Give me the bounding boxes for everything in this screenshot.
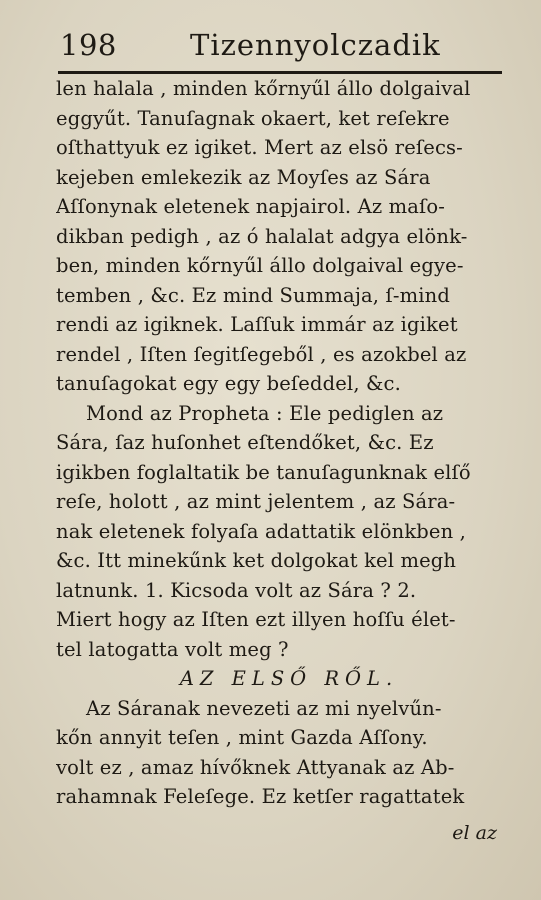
text-line: &c. Itt minekűnk ket dolgokat kel megh	[56, 549, 457, 572]
running-head: Tizennyolczadik	[190, 28, 441, 62]
page-number: 198	[60, 28, 117, 62]
text-line: Sára, ſaz huſonhet eſtendőket, &c. Ez	[56, 431, 434, 454]
text-line: rahamnak Feleſege. Ez ketſer ragattatek	[56, 785, 465, 808]
text-line: volt ez , amaz hívőknek Attyanak az Ab-	[56, 755, 455, 779]
text-line: temben , &c. Ez mind Summaja, ſ-mind	[56, 283, 450, 307]
text-line: Mond az Propheta : Ele pediglen az	[86, 401, 444, 425]
text-line: tanuſagokat egy egy beſeddel, &c.	[56, 372, 401, 395]
text-line: kőn annyit teſen , mint Gazda Aſſony.	[56, 726, 428, 749]
text-line: eggyűt. Tanuſagnak okaert, ket reſekre	[56, 106, 450, 130]
text-line: Az Sáranak nevezeti az mi nyelvűn-	[86, 696, 442, 720]
text-line: Miert hogy az Iſten ezt illyen hoſſu élet-	[56, 608, 456, 631]
body-text	[56, 74, 508, 812]
page-header	[60, 24, 510, 68]
catchword: el az	[452, 822, 497, 844]
text-line: tel latogatta volt meg ?	[56, 637, 289, 661]
text-line: rendi az igiknek. Laſſuk immár az igiket	[56, 313, 458, 336]
text-line: reſe, holott , az mint jelentem , az Sára-	[56, 490, 456, 513]
text-line: oſthattyuk ez igiket. Mert az elsö reſecs-	[56, 136, 463, 159]
text-line: kejeben emlekezik az Moyſes az Sára	[56, 165, 431, 189]
text-line: Aſſonynak eletenek napjairol. Az maſo-	[56, 195, 446, 218]
text-line: dikban pedigh , az ó halalat adgya elönk-	[56, 224, 468, 248]
section-heading: AZ ELSŐ RŐL.	[179, 667, 399, 690]
text-line: nak eletenek folyaſa adattatik elönkben ,	[56, 519, 467, 543]
text-line: len halala , minden kőrnyűl állo dolgaival	[56, 77, 471, 100]
text-line: igikben foglaltatik be tanuſagunknak elſő	[56, 460, 471, 484]
text-line: rendel , Iſten ſegitſegeből , es azokbel az	[56, 342, 467, 366]
text-line: latnunk. 1. Kicsoda volt az Sára ? 2.	[56, 578, 417, 602]
text-line: ben, minden kőrnyűl állo dolgaival egye-	[56, 254, 464, 277]
